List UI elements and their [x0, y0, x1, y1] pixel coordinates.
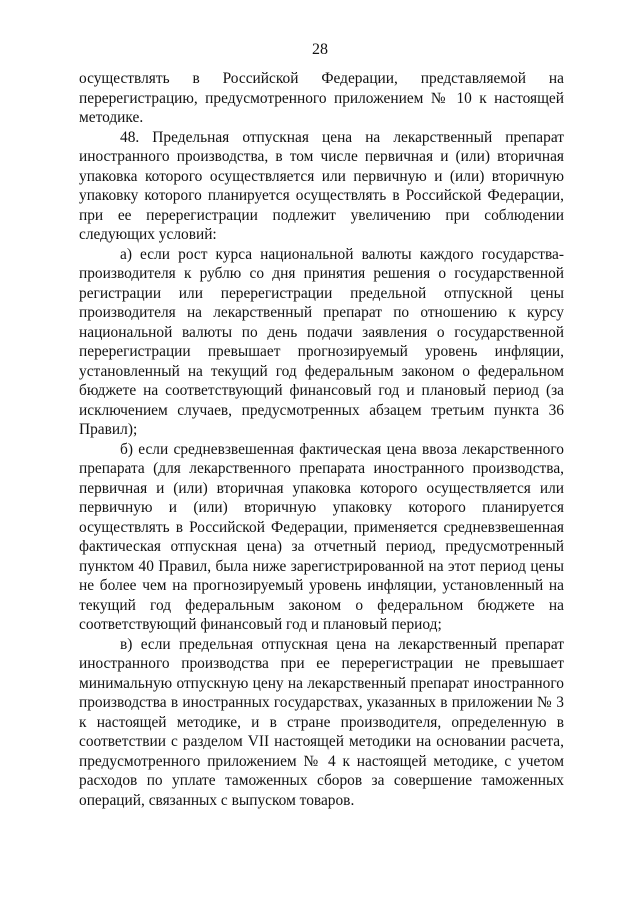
paragraph-subitem-v: в) если предельная отпускная цена на лекарственный препарат иностранного производства при ее перерегистрации не превышает минимальную отпускную цену на лекарственный препарат иностранного производства в иностранных государствах, указанных в приложении № 3 к настоящей методике, и в стране производителя, определенную в соответствии с разделом VII настоящей методики на основании расчета, предусмотренного приложением № 4 к настоящей методике, с учетом расходов по уплате таможенных сборов за совершение таможенных операций, связанных с выпуском товаров.	[79, 635, 564, 809]
paragraph-item-48: 48. Предельная отпускная цена на лекарственный препарат иностранного производства, в том числе первичная и (или) вторичная упаковка которого осуществляется или первичную и (или) вторичную упаковку которого планируется осуществлять в Российской Федерации, при ее перерегистрации подлежит увеличению при соблюдении следующих условий:	[79, 128, 564, 243]
page-number: 28	[312, 41, 328, 58]
paragraph-continuation: осуществлять в Российской Федерации, представляемой на перерегистрацию, предусмотренного приложением № 10 к настоящей методике.	[79, 70, 564, 126]
paragraph-subitem-a: а) если рост курса национальной валюты каждого государства-производителя к рублю со дня принятия решения о государственной регистрации или перерегистрации предельной отпускной цены производителя на лекарственный препарат по отношению к курсу национальной валюты по день подачи заявления о государственной перерегистрации превышает прогнозируемый уровень инфляции, установленный на текущий год федеральным законом о федеральном бюджете на соответствующий финансовый год и плановый период (за исключением случаев, предусмотренных абзацем третьим пункта 36 Правил);	[79, 245, 564, 438]
paragraph-subitem-b: б) если средневзвешенная фактическая цена ввоза лекарственного препарата (для лекарственного препарата иностранного производства, первичная и (или) вторичная упаковка которого осуществляется или первичную и (или) вторичную упаковку которого планируется осуществлять в Российской Федерации, применяется средневзвешенная фактическая отпускная цена) за отчетный период, предусмотренный пунктом 40 Правил, была ниже зарегистрированной на этот период цены не более чем на прогнозируемый уровень инфляции, установленный на текущий год федеральным законом о федеральном бюджете на соответствующий финансовый год и плановый период;	[79, 440, 564, 633]
document-body	[79, 69, 564, 810]
